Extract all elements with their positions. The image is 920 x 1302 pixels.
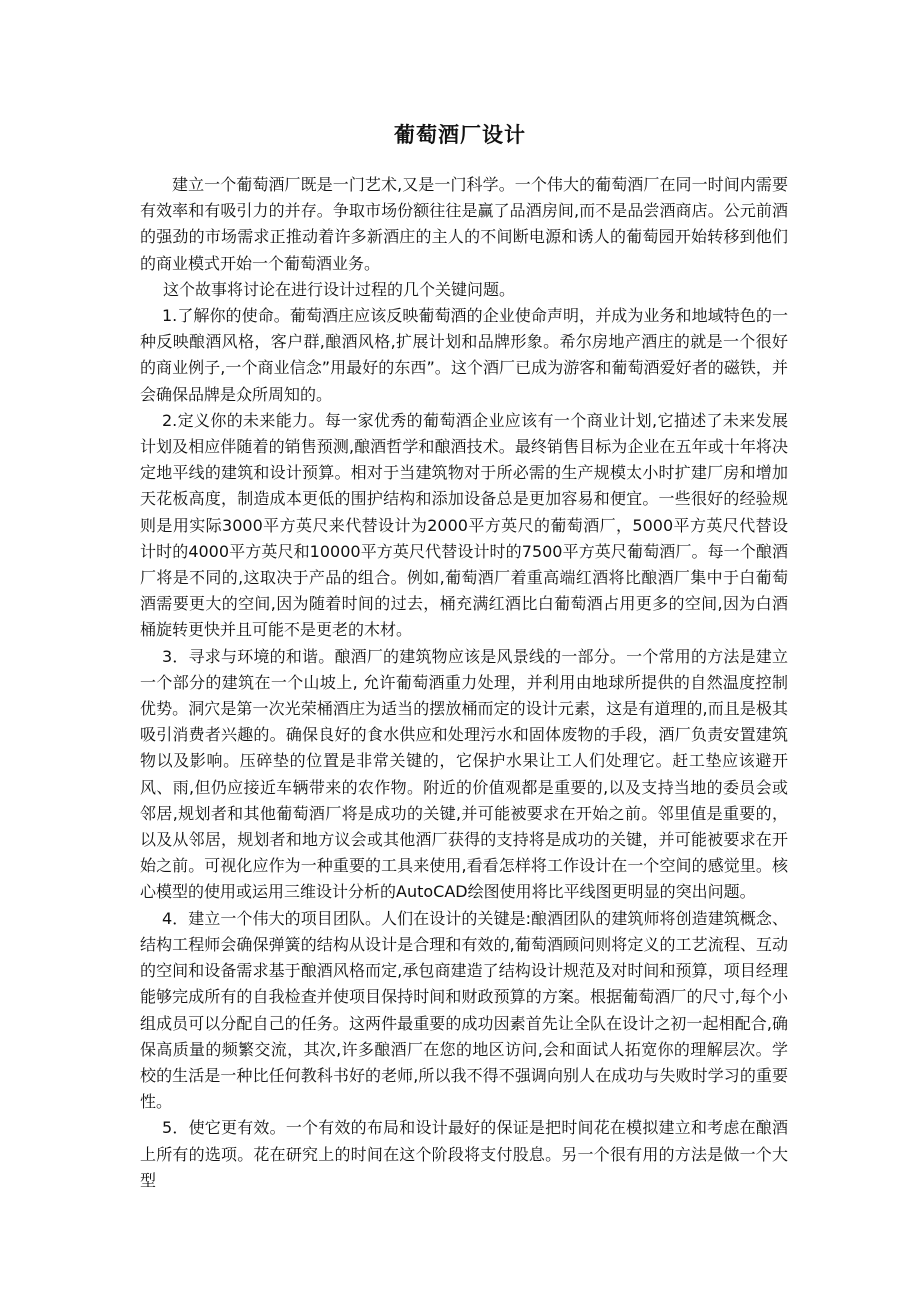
- paragraph-project-team: 4．建立一个伟大的项目团队。人们在设计的关键是:酿酒团队的建筑师将创造建筑概念、结构工程师会确保弹簧的结构从设计是合理和有效的,葡萄酒顾问则将定义的工艺流程、互动的空间和设备需求基于酿酒风格而定,承包商建造了结构设计规范及对时间和预算，项目经理能够完成所有的自我检查并使项目保持时间和财政预算的方案。根据葡萄酒厂的尺寸,每个小组成员可以分配自己的任务。这两件最重要的成功因素首先让全队在设计之初一起相配合,确保高质量的频繁交流，其次,许多酿酒厂在您的地区访问,会和面试人拓宽你的理解层次。学校的生活是一种比任何教科书好的老师,所以我不得不强调向别人在成功与失败时学习的重要性。: [140, 908, 788, 1112]
- document-body: [140, 172, 788, 1194]
- paragraph-overview: 这个故事将讨论在进行设计过程的几个关键问题。: [163, 279, 516, 299]
- paragraph-environment: 3．寻求与环境的和谐。酿酒厂的建筑物应该是风景线的一部分。一个常用的方法是建立一个部分的建筑在一个山坡上, 允许葡萄酒重力处理，并利用由地球所提供的自然温度控制优势。洞穴是第一次光荣桶酒庄为适当的摆放桶而定的设计元素，这是有道理的,而且是极其吸引消费者兴趣的。确保良好的食水供应和处理污水和固体废物的手段，酒厂负责安置建筑物以及影响。压碎垫的位置是非常关键的，它保护水果让工人们处理它。赶工垫应该避开风、雨,但仍应接近车辆带来的农作物。附近的价值观都是重要的,以及支持当地的委员会或邻居,规划者和其他葡萄酒厂将是成功的关键,并可能被要求在开始之前。邻里值是重要的，以及从邻居，规划者和地方议会或其他酒厂获得的支持将是成功的关键，并可能被要求在开始之前。可视化应作为一种重要的工具来使用,看看怎样将工作设计在一个空间的感觉里。核心模型的使用或运用三维设计分析的AutoCAD绘图使用将比平线图更明显的突出问题。: [140, 646, 788, 902]
- document-title: 葡萄酒厂设计: [394, 123, 526, 147]
- paragraph-future-capacity: 2.定义你的未来能力。每一家优秀的葡萄酒企业应该有一个商业计划,它描述了未来发展计划及相应伴随着的销售预测,酿酒哲学和酿酒技术。最终销售目标为企业在五年或十年将决定地平线的建筑和设计预算。相对于当建筑物对于所必需的生产规模太小时扩建厂房和增加天花板高度，制造成本更低的围护结构和添加设备总是更加容易和便宜。一些很好的经验规则是用实际3000平方英尺来代替设计为2000平方英尺的葡萄酒厂，5000平方英尺代替设计时的4000平方英尺和10000平方英尺代替设计时的7500平方英尺葡萄酒厂。每一个酿酒厂将是不同的,这取决于产品的组合。例如,葡萄酒厂着重高端红酒将比酿酒厂集中于白葡萄酒需要更大的空间,因为随着时间的过去，桶充满红酒比白葡萄酒占用更多的空间,因为白酒桶旋转更快并且可能不是更老的木材。: [140, 410, 788, 640]
- paragraph-intro: 建立一个葡萄酒厂既是一门艺术,又是一门科学。一个伟大的葡萄酒厂在同一时间内需要有效率和有吸引力的并存。争取市场份额往往是赢了品酒房间,而不是品尝酒商店。公元前酒的强劲的市场需求正推动着许多新酒庄的主人的不间断电源和诱人的葡萄园开始转移到他们的商业模式开始一个葡萄酒业务。: [140, 175, 788, 273]
- paragraph-efficiency: 5．使它更有效。一个有效的布局和设计最好的保证是把时间花在模拟建立和考虑在酿酒上所有的选项。花在研究上的时间在这个阶段将支付股息。另一个很有用的方法是做一个大型: [140, 1118, 788, 1190]
- paragraph-mission: 1.了解你的使命。葡萄酒庄应该反映葡萄酒的企业使命声明，并成为业务和地域特色的一种反映酿酒风格，客户群,酿酒风格,扩展计划和品牌形象。希尔房地产酒庄的就是一个很好的商业例子,一个商业信念”用最好的东西”。这个酒厂已成为游客和葡萄酒爱好者的磁铁，并会确保品牌是众所周知的。: [140, 306, 788, 404]
